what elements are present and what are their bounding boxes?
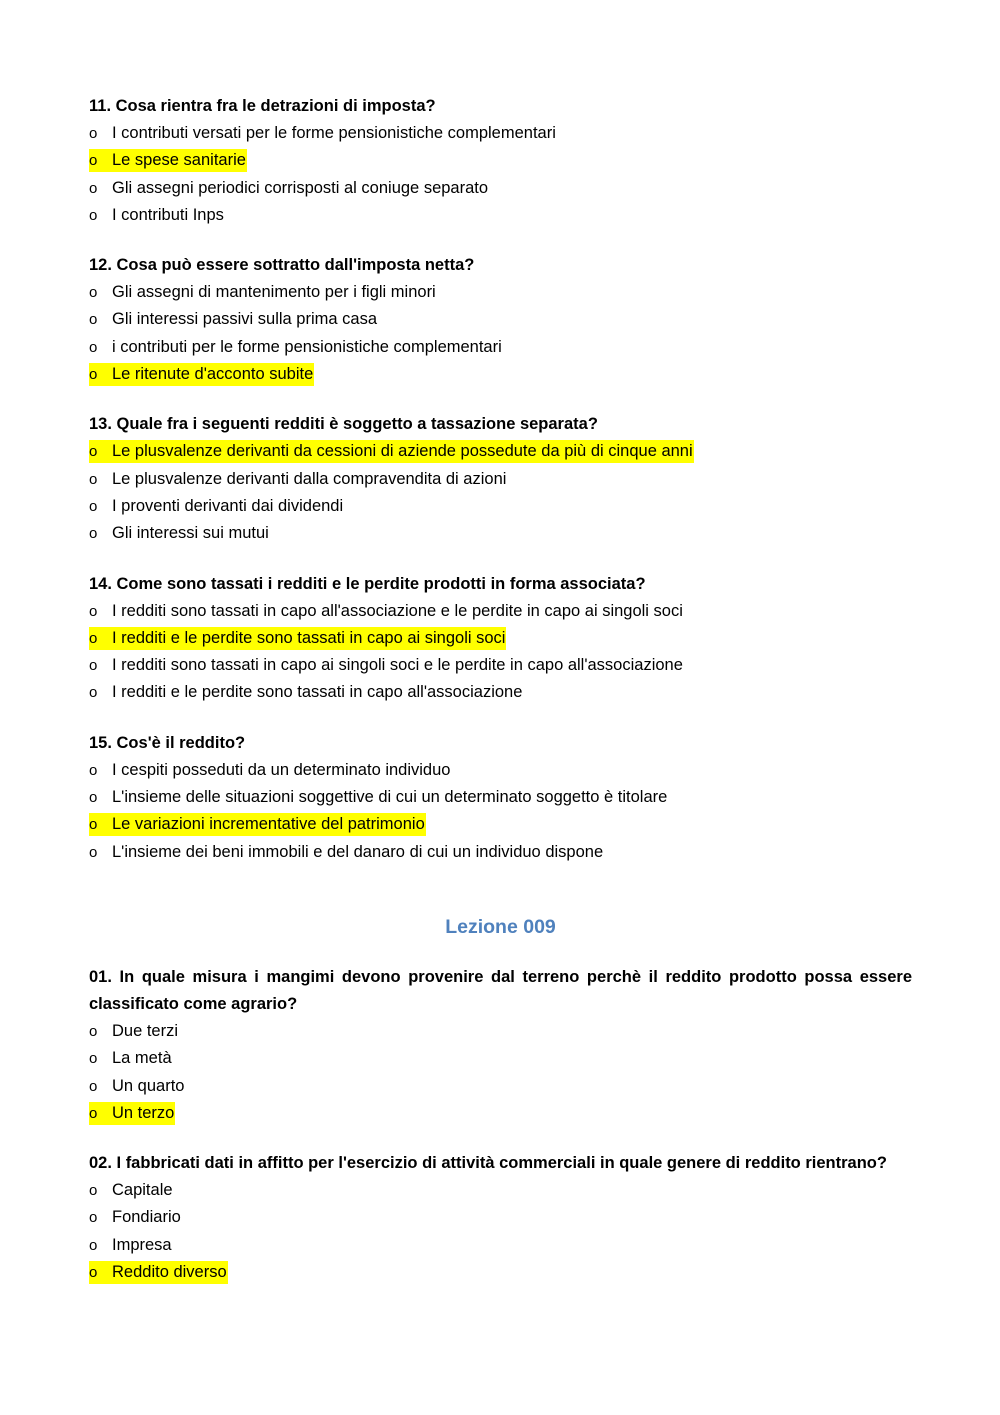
- option: [89, 1018, 912, 1045]
- section: [89, 93, 912, 866]
- bullet-icon: o: [89, 338, 98, 356]
- bullet-icon: o: [89, 125, 98, 142]
- option-text: i contributi per le forme pensionistiche complementari: [112, 337, 502, 356]
- option-text: Le spese sanitarie: [112, 151, 246, 170]
- question: [89, 964, 912, 1127]
- option-text: Gli assegni di mantenimento per i figli minori: [112, 283, 436, 302]
- option-text: Reddito diverso: [112, 1263, 227, 1282]
- section: [89, 914, 912, 1286]
- bullet-icon: o: [89, 761, 98, 779]
- question-text: 13. Quale fra i seguenti redditi è soggetto a tassazione separata?: [89, 415, 598, 434]
- option: [89, 1045, 912, 1072]
- option: [89, 120, 912, 147]
- bullet-icon: o: [89, 366, 98, 384]
- option: [89, 839, 912, 866]
- question: [89, 1150, 912, 1286]
- option-list: [89, 438, 912, 547]
- option: [89, 652, 912, 679]
- option-text: L'insieme dei beni immobili e del danaro di cui un individuo dispone: [112, 842, 604, 861]
- option: [89, 1073, 912, 1100]
- option-text: La metà: [112, 1049, 172, 1068]
- option: [89, 1177, 912, 1204]
- option: [89, 1204, 912, 1231]
- option-text: Gli interessi passivi sulla prima casa: [112, 310, 378, 329]
- bullet-icon: o: [89, 816, 98, 834]
- option-text: Le plusvalenze derivanti dalla compravendita di azioni: [112, 469, 507, 488]
- option-text: I redditi sono tassati in capo all'associazione e le perdite in capo ai singoli soci: [112, 601, 683, 620]
- question-text: 01. In quale misura i mangimi devono provenire dal terreno perchè il reddito prodotto possa essere classificato come agrario?: [89, 967, 912, 1013]
- bullet-icon: o: [89, 1209, 98, 1227]
- option-text: I contributi versati per le forme pensionistiche complementari: [112, 124, 556, 142]
- bullet-icon: o: [89, 1077, 98, 1095]
- option-list: [89, 279, 912, 388]
- bullet-icon: o: [89, 152, 98, 170]
- bullet-icon: o: [89, 311, 98, 329]
- option: [89, 784, 912, 811]
- option: [89, 279, 912, 306]
- option: [89, 1232, 912, 1259]
- question-text: 11. Cosa rientra fra le detrazioni di imposta?: [89, 97, 436, 115]
- bullet-icon: o: [89, 843, 98, 861]
- question-text: 12. Cosa può essere sottratto dall'imposta netta?: [89, 256, 475, 275]
- bullet-icon: o: [89, 284, 98, 302]
- bullet-icon: o: [89, 657, 98, 675]
- option-text: I cespiti posseduti da un determinato individuo: [112, 760, 451, 779]
- option-text: I redditi e le perdite sono tassati in capo all'associazione: [112, 683, 523, 702]
- option-list: [89, 120, 912, 229]
- option-text: Un terzo: [112, 1103, 175, 1122]
- bullet-icon: o: [89, 1264, 98, 1282]
- question-text: 15. Cos'è il reddito?: [89, 733, 246, 752]
- option-text: Gli interessi sui mutui: [112, 524, 269, 543]
- bullet-icon: o: [89, 684, 98, 702]
- option: [89, 466, 912, 493]
- option-text: Fondiario: [112, 1208, 181, 1227]
- bullet-icon: o: [89, 629, 98, 647]
- option-text: Le ritenute d'acconto subite: [112, 365, 314, 384]
- question-text: 14. Come sono tassati i redditi e le perdite prodotti in forma associata?: [89, 574, 646, 593]
- bullet-icon: o: [89, 1022, 98, 1040]
- option-text: Due terzi: [112, 1021, 179, 1040]
- option-text: Capitale: [112, 1181, 173, 1200]
- option-text: Le variazioni incrementative del patrimonio: [112, 815, 425, 834]
- option-correct: [89, 1259, 912, 1286]
- question-text: 02. I fabbricati dati in affitto per l'esercizio di attività commerciali in quale genere di reddito rientrano?: [89, 1154, 887, 1173]
- question: [89, 571, 912, 707]
- question: [89, 730, 912, 866]
- bullet-icon: o: [89, 179, 98, 197]
- option: [89, 757, 912, 784]
- bullet-icon: o: [89, 602, 98, 620]
- question: [89, 93, 912, 229]
- option: [89, 202, 912, 229]
- option-text: Un quarto: [112, 1076, 185, 1095]
- option-list: [89, 598, 912, 707]
- bullet-icon: o: [89, 1050, 98, 1068]
- option-correct: [89, 811, 912, 838]
- option-text: Gli assegni periodici corrisposti al coniuge separato: [112, 178, 489, 197]
- option-list: [89, 1018, 912, 1127]
- option: [89, 598, 912, 625]
- question: [89, 252, 912, 388]
- section-title: Lezione 009: [445, 915, 556, 938]
- option-text: I proventi derivanti dai dividendi: [112, 496, 344, 515]
- option-text: I redditi sono tassati in capo ai singoli soci e le perdite in capo all'associazione: [112, 656, 683, 675]
- document-page: [89, 93, 912, 1286]
- option-list: [89, 757, 912, 866]
- option-text: I contributi Inps: [112, 205, 224, 224]
- option: [89, 334, 912, 361]
- bullet-icon: o: [89, 1104, 98, 1122]
- option-text: L'insieme delle situazioni soggettive di cui un determinato soggetto è titolare: [112, 788, 668, 807]
- option-correct: [89, 438, 912, 465]
- option: [89, 520, 912, 547]
- option-correct: [89, 361, 912, 388]
- option-correct: [89, 147, 912, 174]
- bullet-icon: o: [89, 1182, 98, 1200]
- option-list: [89, 1177, 912, 1286]
- option: [89, 679, 912, 706]
- bullet-icon: o: [89, 206, 98, 224]
- bullet-icon: o: [89, 525, 98, 543]
- bullet-icon: o: [89, 443, 98, 461]
- bullet-icon: o: [89, 497, 98, 515]
- bullet-icon: o: [89, 470, 98, 488]
- option: [89, 175, 912, 202]
- question: [89, 411, 912, 547]
- option: [89, 306, 912, 333]
- option-text: Le plusvalenze derivanti da cessioni di aziende possedute da più di cinque anni: [112, 442, 693, 461]
- bullet-icon: o: [89, 789, 98, 807]
- option-text: Impresa: [112, 1235, 172, 1254]
- bullet-icon: o: [89, 1236, 98, 1254]
- option-text: I redditi e le perdite sono tassati in capo ai singoli soci: [112, 628, 506, 647]
- option-correct: [89, 1100, 912, 1127]
- option-correct: [89, 625, 912, 652]
- option: [89, 493, 912, 520]
